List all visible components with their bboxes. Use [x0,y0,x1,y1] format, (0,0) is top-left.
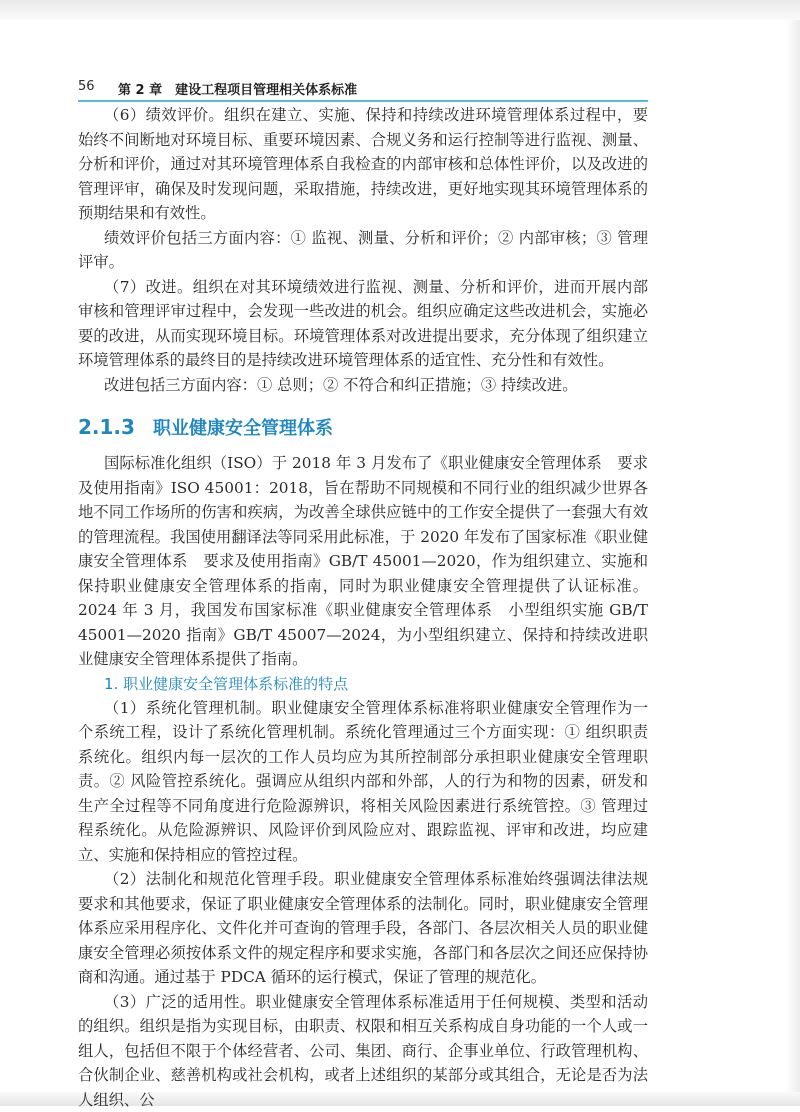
page-number: 56 [78,79,95,94]
scan-right-edge [786,20,800,1092]
section-number: 2.1.3 [78,415,135,439]
subsection-heading: 1. 职业健康安全管理体系标准的特点 [78,672,648,696]
paragraph-improvement: （7）改进。组织在对其环境绩效进行监视、测量、分析和评价，进而开展内部审核和管理评审过程中，会发现一些改进的机会。组织应确定这些改进机会，实施必要的改进，从而实现环境目标。环境管理体系对改进提出要求，充分体现了组织建立环境管理体系的最终目的是持续改进环境管理体系的适宜性、充分性和有效性。 [78,275,648,373]
section-heading [78,409,648,445]
paragraph-improvement-contents: 改进包括三方面内容：① 总则；② 不符合和纠正措施；③ 持续改进。 [78,373,648,398]
paragraph-legal-normative-management: （2）法制化和规范化管理手段。职业健康安全管理体系标准始终强调法律法规要求和其他要求，保证了职业健康安全管理体系的法制化。同时，职业健康安全管理体系应采用程序化、文件化并可查询的管理手段，各部门、各层次相关人员的职业健康安全管理必须按体系文件的规定程序和要求实施，各部门和各层次之间还应保持协商和沟通。通过基于 PDCA 循环的运行模式，保证了管理的规范化。 [78,867,648,990]
paragraph-wide-applicability: （3）广泛的适用性。职业健康安全管理体系标准适用于任何规模、类型和活动的组织。组织是指为实现目标，由职责、权限和相互关系构成自身功能的一个人或一组人，包括但不限于个体经营者、公司、集团、商行、企事业单位、行政管理机构、合伙制企业、慈善机构或社会机构，或者上述组织的某部分或其组合，无论是否为法人组织、公 [78,990,648,1112]
paragraph-performance-evaluation: （6）绩效评价。组织在建立、实施、保持和持续改进环境管理体系过程中，要始终不间断地对环境目标、重要环境因素、合规义务和运行控制等进行监视、测量、分析和评价，通过对其环境管理体系自我检查的内部审核和总体性评价，以及改进的管理评审，确保及时发现问题，采取措施，持续改进，更好地实现其环境管理体系的预期结果和有效性。 [78,103,648,226]
chapter-title: 第 2 章 建设工程项目管理相关体系标准 [118,79,357,98]
header-rule [78,100,648,102]
section-title: 职业健康安全管理体系 [153,418,333,439]
paragraph-iso-45001: 国际标准化组织（ISO）于 2018 年 3 月发布了《职业健康安全管理体系 要求及使用指南》ISO 45001：2018，旨在帮助不同规模和不同行业的组织减少世界各地不同工作场所的伤害和疾病，为改善全球供应链中的工作安全提供了一套强大有效的管理流程。我国使用翻译法等同采用此标准，于 2020 年发布了国家标准《职业健康安全管理体系 要求及使用指南》GB/T 45001—2020，作为组织建立、实施和保持职业健康安全管理体系的指南，同时为职业健康安全管理提供了认证标准。2024 年 3 月，我国发布国家标准《职业健康安全管理体系 小型组织实施 GB/T 45001—2020 指南》GB/T 45007—2024，为小型组织建立、保持和持续改进职业健康安全管理体系提供了指南。 [78,451,648,672]
paragraph-systematic-management: （1）系统化管理机制。职业健康安全管理体系标准将职业健康安全管理作为一个系统工程，设计了系统化管理机制。系统化管理通过三个方面实现：① 组织职责系统化。组织内每一层次的工作人员均应为其所控制部分承担职业健康安全管理职责。② 风险管控系统化。强调应从组织内部和外部，人的行为和物的因素，研发和生产全过程等不同角度进行危险源辨识，将相关风险因素进行系统管控。③ 管理过程系统化。从危险源辨识、风险评价到风险应对、跟踪监视、评审和改进，均应建立、实施和保持相应的管控过程。 [78,696,648,868]
running-header [78,79,648,99]
paragraph-evaluation-contents: 绩效评价包括三方面内容：① 监视、测量、分析和评价；② 内部审核；③ 管理评审。 [78,226,648,275]
scan-top-edge [0,0,800,20]
page-body [78,103,648,1112]
